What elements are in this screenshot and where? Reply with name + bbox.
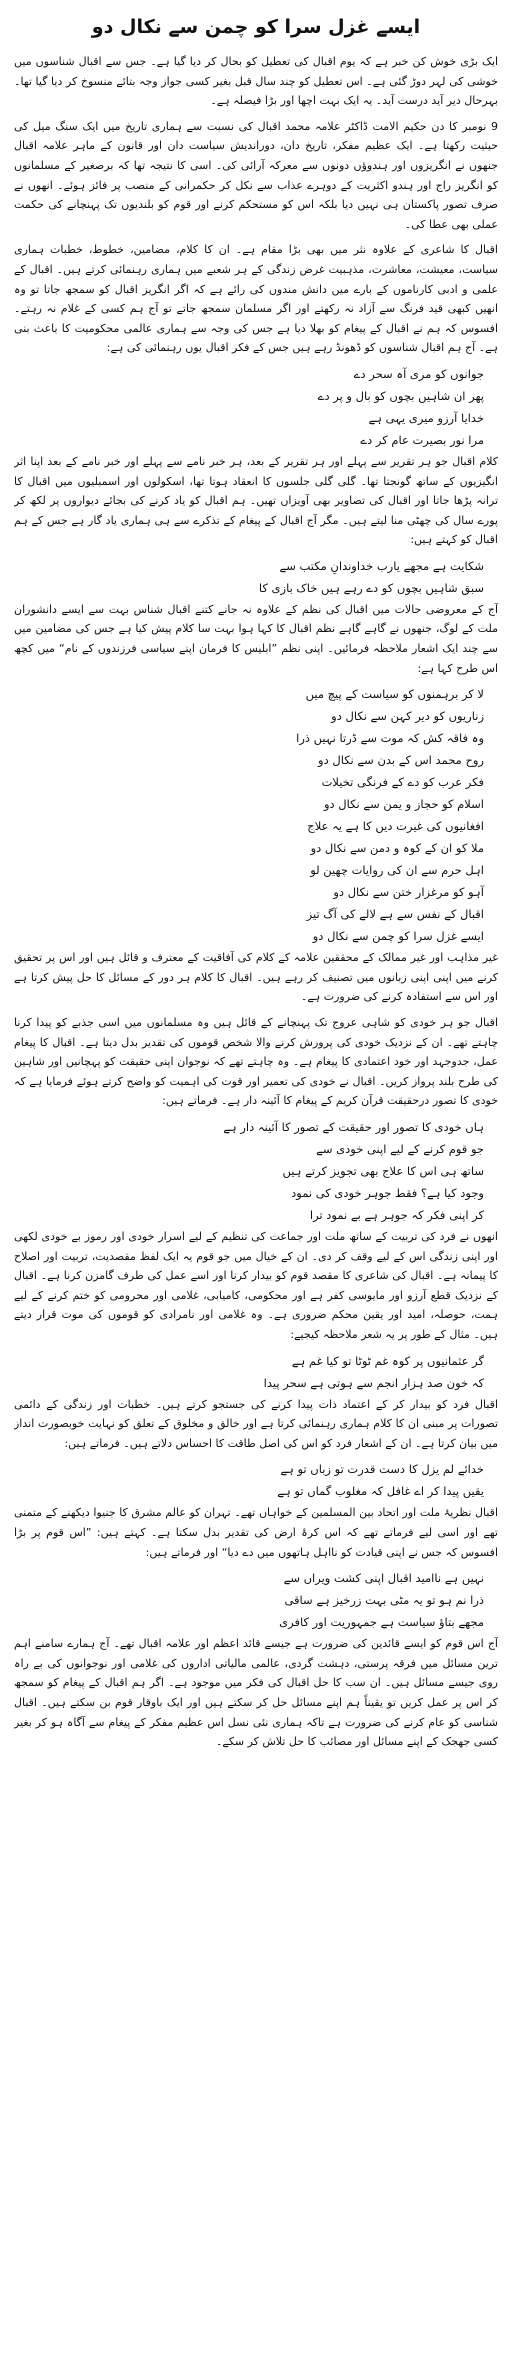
body-paragraph: ایک بڑی خوش کن خبر ہے کہ یوم اقبال کی تعطیل کو بحال کر دیا گیا ہے۔ جس سے اقبال شناسوں میں خوشی کی لہر دوڑ گئی ہے۔ اس تعطیل کو چند سال قبل بغیر کسی جواز وجہ بتائے منسوخ کر دیا گیا تھا۔ بہرحال دیر آید درست آید۔ یہ ایک بہت اچھا اور بڑا فیصلہ ہے۔ [14, 55, 498, 108]
body-paragraph: اقبال کا شاعری کے علاوہ نثر میں بھی بڑا مقام ہے۔ ان کا کلام، مضامین، خطوط، خطبات ہماری سیاست، معیشت، معاشرت، مذہبیت غرض زندگی کے ہر شعبے میں ہماری رہنمائی کرتے ہیں۔ اقبال کے علمی و ادبی کارناموں کے بارے میں دانش مندوں کی رائے ہے کہ اگر انگریز اقبال کو سمجھ جاتا تو وہ انھیں کبھی قید فرنگ سے آزاد نہ رکھتے اور اگر مسلمان سمجھ جاتے تو آج ہم کسی کے غلام نہ رہتے۔ افسوس کہ ہم نے اقبال کے پیغام کو بھلا دیا ہے جس کی وجہ سے ہماری عالمی محکومیت کا باعث بنی ہے۔ آج ہم اقبال شناسوں کو ڈھونڈ رہے ہیں جس کے فکر اقبال یوں رہنمائی کی ہے: [14, 243, 498, 355]
verse-line: ذرا نم ہو تو یہ مٹی بہت زرخیز ہے ساقی [284, 1593, 484, 1608]
verse-line: خدائے لم یزل کا دست قدرت تو زباں تو ہے [280, 1462, 484, 1477]
verse-line: سبق شاہیں بچوں کو دے رہے ہیں خاک بازی کا [258, 580, 484, 595]
verse-line: روح محمد اس کے بدن سے نکال دو [318, 753, 484, 768]
verse-line: یقیں پیدا کر اے غافل کہ مغلوب گماں تو ہے [277, 1484, 484, 1499]
verse-line: کر اپنی فکر کہ جوہر ہے بے نمود ترا [309, 1208, 484, 1222]
verse-line: زناریوں کو دیر کہن سے نکال دو [331, 709, 484, 724]
verse-line: اسلام کو حجاز و یمن سے نکال دو [323, 797, 484, 812]
body-paragraph: اقبال فرد کو بیدار کر کے اعتماد ذات پیدا کرنے کی جستجو کرتے ہیں۔ خطبات اور زندگی کے دائمی تصورات پر مبنی ان کا کلام ہماری رہنمائی کرتا ہے اور خالق و مخلوق کے تعلق کو نہایت خوبصورت انداز میں بیان کرتا ہے۔ ان کے اشعار فرد کو اس کی اصل طاقت کا احساس دلاتے ہیں۔ فرماتے ہیں: [14, 1397, 498, 1450]
verse-line: خدایا آرزو میری یہی ہے [368, 410, 484, 425]
body-paragraph: 9 نومبر کا دن حکیم الامت ڈاکٹر علامہ محمد اقبال کی نسبت سے ہماری تاریخ میں ایک سنگ میل کی حیثیت رکھتا ہے۔ ایک عظیم مفکر، تاریخ دان، دوراندیش سیاست دان اور قانون کے ماہر علامہ اقبال جنھوں نے انگریزوں اور ہندوؤں دونوں سے معرکہ آرائی کی۔ اسی کا نتیجہ تھا کہ برصغیر کے مسلمانوں کو انگریز راج اور ہندو اکثریت کے دوہرے عذاب سے نکل کر حکمرانی کے منصب پر فائز ہوئے۔ انھوں نے صرف تصور پاکستان ہی نہیں دیا بلکہ اس کو مستحکم کرنے اور قوم کو بلندیوں تک پہنچانے کی حکمت عملی بھی عطا کی۔ [14, 119, 498, 231]
verse-line: نہیں ہے ناامید اقبال اپنی کشت ویراں سے [283, 1571, 484, 1586]
article-body [14, 52, 498, 2349]
verse-line: جوانوں کو مری آہ سحر دے [353, 366, 484, 381]
verse-line: مرا نور بصیرت عام کر دے [360, 432, 484, 447]
verse-line: افغانیوں کی غیرت دیں کا ہے یہ علاج [307, 819, 484, 834]
verse-line: مجھے بتاؤ سیاست ہے جمہوریت اور کافری [279, 1615, 484, 1630]
article-title: ایسے غزل سرا کو چمن سے نکال دو [91, 16, 421, 38]
verse-line: پھر ان شاہیں بچوں کو بال و پر دے [317, 388, 484, 403]
verse-line: شکایت ہے مجھے یارب خداوندانِ مکتب سے [279, 558, 484, 573]
verse-line: لا کر برہمنوں کو سیاست کے پیچ میں [305, 687, 484, 702]
verse-line: آہو کو مرغزار ختن سے نکال دو [333, 885, 484, 900]
verse-line: اقبال کے نفس سے ہے لالے کی آگ تیز [306, 907, 484, 922]
body-paragraph: آج اس قوم کو ایسے قائدین کی ضرورت ہے جیسے قائد اعظم اور علامہ اقبال تھے۔ آج ہمارے سامنے اہم ترین مسائل میں فرقہ پرستی، دہشت گردی، عالمی مالیاتی اداروں کی غلامی اور نوجوانوں کی بے راہ روی جیسے مسائل ہیں۔ ان سب کا حل اقبال کی فکر میں موجود ہے۔ اگر ہم اقبال کے پیغام کو سمجھ کر اس پر عمل کریں تو یقیناً ہم اپنے مسائل حل کر سکتے ہیں اور ایک باوقار قوم بن سکتے ہیں۔ اقبال شناسی کو عام کرنے کی ضرورت ہے تاکہ ہماری نئی نسل اس عظیم مفکر کے پیغام سے آگاہ ہو کر بغیر کسی جھجک کے اپنے مسائل اور مصائب کا حل تلاش کر سکے۔ [14, 1637, 498, 1749]
body-paragraph: انھوں نے فرد کی تربیت کے ساتھ ملت اور جماعت کی تنظیم کے لیے اسرار خودی اور رموز بے خودی لکھی اور اپنی زندگی اس کے لیے وقف کر دی۔ ان کے خیال میں جو قوم یہ ایک لفظ مقصدیت، تربیت اور اصلاح کا پیمانہ ہے۔ اقبال کی شاعری کا مقصد قوم کو بیدار کرنا اور اسے عمل کی طرف گامزن کرنا ہے۔ اقبال کے نزدیک قطع آرزو اور مایوسی کفر ہے اور محکومی، کامیابی، غلامی اور محرومی کو ختم کرنے کے لیے ہمت، حوصلہ، امید اور یقین محکم ضروری ہے۔ وہ غلامی اور نامرادی کو قوموں کی موت قرار دیتے ہیں۔ مثال کے طور پر یہ شعر ملاحظہ کیجیے: [14, 1230, 498, 1341]
body-paragraph: آج کے معروضی حالات میں اقبال کی نظم کے علاوہ نہ جانے کتنے اقبال شناس بہت سے ایسے دانشوران ملت کے لوگ، جنھوں نے گاہے گاہے نظم اقبال کا کہا ہوا بہت سا کلام پیش کیا ہے جس کی مضامین میں سے چند ایک اشعار ملاحظہ فرمائیں۔ اپنی نظم ”ابلیس کا فرمان اپنے سیاسی فرزندوں کے نام“ میں کچھ اس طرح کہا ہے: [14, 602, 498, 675]
verse-line: جو قوم کرنے کے لیے اپنی خودی سے [316, 1142, 484, 1156]
verse-line: ملا کو ان کے کوہ و دمن سے نکال دو [310, 841, 484, 856]
verse-line: وجود کیا ہے؟ فقط جوہر خودی کی نمود [291, 1186, 484, 1200]
verse-line: اہل حرم سے ان کی روایات چھین لو [310, 863, 484, 878]
body-paragraph: اقبال جو ہر خودی کو شاہی عروج تک پہنچانے کے قائل ہیں وہ مسلمانوں میں اسی جذبے کو پیدا کرنا چاہتے تھے۔ ان کے نزدیک خودی کی پرورش کرنے والا شخص قوموں کی تقدیر بدل دیتا ہے۔ اقبال کا پیغام عمل، جدوجہد اور خود اعتمادی کا پیغام ہے۔ وہ چاہتے تھے کہ نوجوان اپنی حقیقت کو پہچانیں اور شاہین کی طرح بلند پرواز کریں۔ اقبال نے خودی کی تعمیر اور قوت کی اہمیت کو واضح کرتے ہوئے فرمایا ہے کہ خودی کا تصور درحقیقت قرآن کریم کے پیغام کا آئینہ دار ہے۔ فرماتے ہیں: [14, 1016, 498, 1108]
body-paragraph: غیر مذاہب اور غیر ممالک کے محققین علامہ کے کلام کی آفاقیت کے معترف و قائل ہیں اور اس پر تحقیق کرنے میں اپنی اپنی زبانوں میں تصنیف کر رہے ہیں۔ اقبال کا کلام ہر دور کے مسائل کا حل پیش کرتا ہے اور اس سے استفادہ کرنے کی ضرورت ہے۔ [14, 951, 498, 1004]
body-paragraph: کلام اقبال جو ہر تقریر سے پہلے اور ہر تقریر کے بعد، ہر خبر نامے سے پہلے اور خبر نامے کے بعد اپنا اثر انگیزیوں کے ساتھ گونجتا تھا۔ گلی گلی جلسوں کا انعقاد ہوتا تھا، اسکولوں اور اسمبلیوں میں اقبال کا ترانہ پڑھا جاتا اور اقبال کی تصاویر بھی آویزاں تھیں۔ ہم اقبال کو یاد کرنے کی بجائے دیواروں پر لکھ کر پورے سال کی چھٹی منا لیتے ہیں۔ مگر آج اقبال کے پیغام کے تذکرے سے ہی ہماری یاد گار ہے جس کے ہم اقبال کو کہتے ہیں: [14, 454, 498, 547]
verse-line: وہ فاقہ کش کہ موت سے ڈرتا نہیں ذرا [296, 731, 484, 746]
verse-line: فکر عرب کو دے کے فرنگی تخیلات [321, 775, 484, 790]
verse-line: ہاں خودی کا تصور اور حقیقت کے تصور کا آئینہ دار ہے [223, 1120, 484, 1134]
verse-line: ساتھ ہی اس کا علاج بھی تجویز کرتے ہیں [282, 1164, 484, 1178]
verse-line: کہ خون صد ہزار انجم سے ہوتی ہے سحر پیدا [263, 1375, 484, 1390]
body-paragraph: اقبال نظریۂ ملت اور اتحاد بین المسلمین کے خواہاں تھے۔ تہران کو عالم مشرق کا جنیوا دیکھنے کے متمنی تھے اور اسی لیے فرماتے تھے کہ اس کرۂ ارض کی تقدیر بدل سکتا ہے۔ کہتے ہیں: ”اس قوم پر بڑا افسوس کہ جس نے اپنی قیادت کو نااہل ہاتھوں میں دے دیا“ اور فرماتے ہیں: [14, 1506, 498, 1559]
verse-line: ایسے غزل سرا کو چمن سے نکال دو [312, 929, 484, 944]
verse-line: گر عثمانیوں پر کوہ غم ٹوٹا تو کیا غم ہے [291, 1353, 484, 1368]
